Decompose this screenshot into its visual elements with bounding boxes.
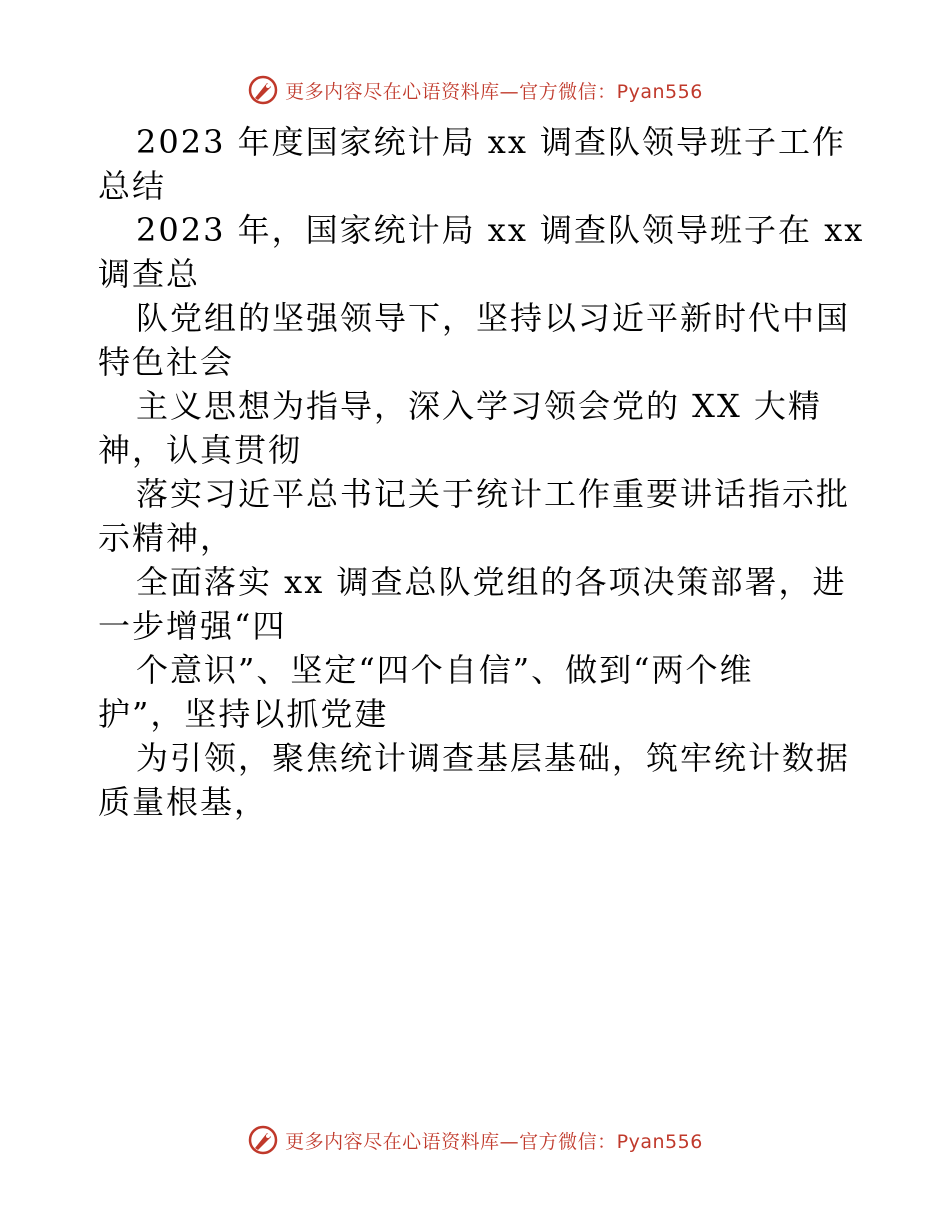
paragraph-line: 个意识”、坚定“四个自信”、做到“两个维	[136, 651, 754, 689]
document-body	[98, 120, 865, 824]
paragraph-line: 护”，坚持以抓党建	[98, 695, 389, 733]
watermark-text: 更多内容尽在心语资料库—官方微信：Pyan556	[285, 1130, 703, 1153]
watermark-text: 更多内容尽在心语资料库—官方微信：Pyan556	[285, 80, 703, 103]
paragraph-line: 全面落实 xx 调查总队党组的各项决策部署，进	[136, 563, 847, 601]
paragraph-line: 2023 年度国家统计局 xx 调查队领导班子工作	[136, 123, 847, 161]
paragraph-line: 示精神，	[98, 519, 235, 557]
paragraph-line: 队党组的坚强领导下，坚持以习近平新时代中国	[136, 299, 851, 337]
paragraph-line: 总结	[98, 167, 167, 205]
pen-nib-logo-icon	[247, 1124, 279, 1156]
pen-nib-logo-icon	[247, 74, 279, 106]
paragraph-line: 特色社会	[98, 343, 235, 381]
paragraph-line: 落实习近平总书记关于统计工作重要讲话指示批	[136, 475, 851, 513]
paragraph-line: 主义思想为指导，深入学习领会党的 XX 大精	[136, 387, 822, 425]
paragraph-line: 神，认真贯彻	[98, 431, 303, 469]
paragraph-line: 质量根基，	[98, 783, 269, 821]
watermark-footer	[0, 1120, 950, 1160]
watermark-header	[0, 70, 950, 110]
paragraph-line: 一步增强“四	[98, 607, 287, 645]
paragraph-line: 调查总	[98, 255, 201, 293]
paragraph-line: 2023 年，国家统计局 xx 调查队领导班子在 xx	[136, 211, 865, 249]
paragraph-line: 为引领，聚焦统计调查基层基础，筑牢统计数据	[136, 739, 851, 777]
